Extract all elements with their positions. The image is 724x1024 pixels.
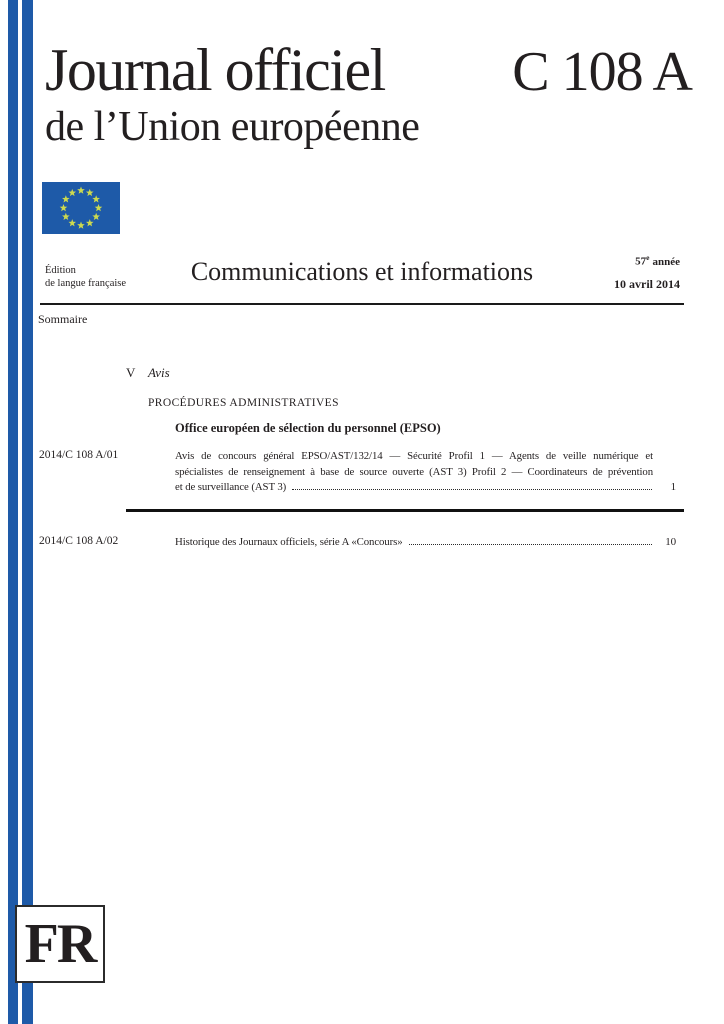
year-label bbox=[635, 253, 680, 268]
toc-subcategory: Office européen de sélection du personnel (EPSO) bbox=[175, 421, 441, 435]
issue-code: C 108 A bbox=[512, 41, 692, 103]
left-stripe-outer bbox=[8, 0, 18, 1024]
entry-page-number: 1 bbox=[670, 481, 676, 493]
year-ordinal: e bbox=[646, 253, 650, 262]
toc-part-title: Avis bbox=[148, 365, 170, 380]
toc-part-row bbox=[126, 365, 170, 381]
separator-rule bbox=[126, 509, 684, 512]
entry-title bbox=[175, 449, 676, 496]
contents-label: Sommaire bbox=[38, 312, 88, 326]
edition-line2: de langue française bbox=[45, 278, 127, 289]
entry-page-number: 10 bbox=[665, 536, 676, 548]
entry-ref: 2014/C 108 A/01 bbox=[39, 449, 119, 461]
header-rule bbox=[40, 303, 684, 305]
toc-part-number: V bbox=[126, 365, 136, 380]
year-number: 57 bbox=[635, 255, 647, 268]
section-title: Communications et informations bbox=[190, 257, 534, 286]
toc-category: PROCÉDURES ADMINISTRATIVES bbox=[148, 397, 339, 409]
entry-title bbox=[175, 535, 676, 551]
year-word: année bbox=[652, 255, 680, 268]
entry-title-line: spécialistes de renseignement à base de source ouverte (AST 3) Profil 2 — Coordinateurs de prévention bbox=[175, 465, 653, 478]
journal-title: Journal officiel bbox=[45, 37, 385, 103]
dot-leader bbox=[292, 489, 652, 490]
language-code-box bbox=[15, 905, 105, 983]
entry-title-line: Historique des Journaux officiels, série A «Concours» bbox=[175, 536, 403, 548]
toc-entry bbox=[39, 535, 677, 551]
entry-ref: 2014/C 108 A/02 bbox=[39, 535, 119, 547]
entry-title-line: et de surveillance (AST 3) bbox=[175, 481, 287, 493]
dot-leader bbox=[409, 544, 653, 545]
edition-line1: Édition bbox=[45, 265, 76, 276]
toc-entry bbox=[39, 449, 677, 496]
left-stripe-inner bbox=[22, 0, 33, 1024]
entry-title-line: Avis de concours général EPSO/AST/132/14 — Sécurité Profil 1 — Agents de veille numérique et bbox=[175, 450, 653, 462]
language-code: FR bbox=[24, 913, 96, 975]
eu-flag-icon bbox=[42, 182, 120, 234]
issue-date: 10 avril 2014 bbox=[614, 277, 680, 291]
journal-subtitle: de l’Union européenne bbox=[45, 104, 420, 150]
